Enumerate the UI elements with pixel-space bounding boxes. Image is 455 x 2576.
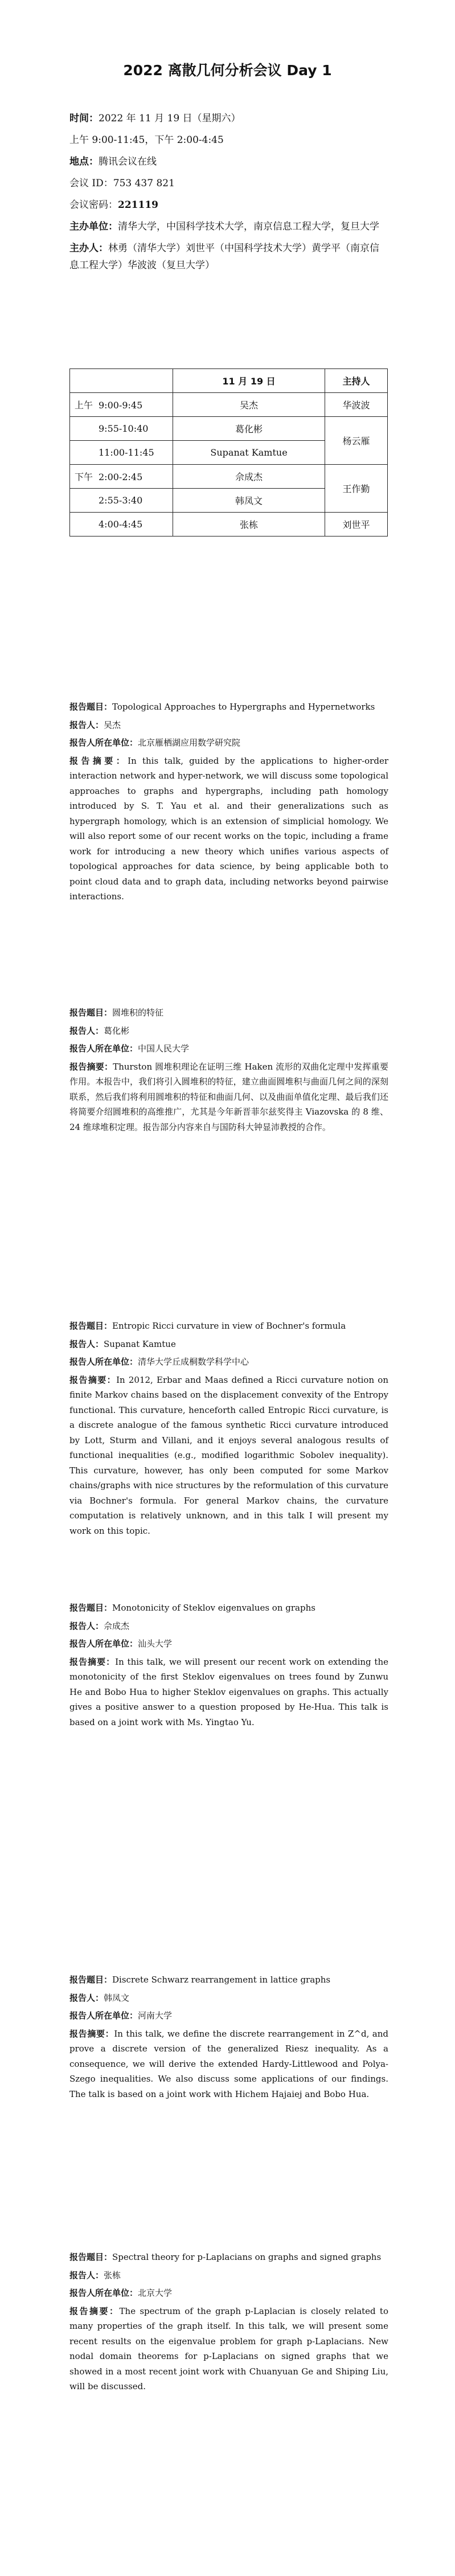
- talk-abstract: In this talk, we define the discrete rearrangement in Z^d, and prove a discrete version of the generalized Riesz inequality. As a consequence, we will derive the extended Hardy-Littlewood and Polya-Szego inequalities. We also discuss some applications of our findings. The talk is based on a joint work with Hichem Hajaiej and Bobo Hua.: [69, 2028, 388, 2099]
- talk-speaker: 张栋: [104, 2270, 121, 2280]
- talk-title: Entropic Ricci curvature in view of Bochner's formula: [112, 1321, 346, 1331]
- talk-affiliation-line: [69, 1041, 388, 1056]
- slot-time: [70, 441, 173, 465]
- schedule-header-corner: [70, 369, 173, 393]
- talk-speaker-line: [69, 1619, 388, 1634]
- speaker-label: 报告人：: [69, 1992, 104, 2003]
- affiliation-label: 报告人所在单位：: [69, 1043, 138, 1054]
- talk-affiliation-line: [69, 1636, 388, 1652]
- slot-time: [70, 393, 173, 417]
- time-line: [69, 110, 388, 127]
- slot-speaker: 吴杰: [173, 393, 325, 417]
- title-label: 报告题目：: [69, 702, 113, 712]
- time-value: 4:00-4:45: [99, 519, 143, 530]
- slot-time: [70, 489, 173, 513]
- password-value: 221119: [118, 199, 158, 211]
- abstract-label: 报告摘要：: [69, 1374, 117, 1385]
- page-title: 2022 离散几何分析会议 Day 1: [123, 62, 332, 79]
- talk-title-line: [69, 1005, 388, 1021]
- talk-abstract-line: [69, 1373, 388, 1539]
- slot-speaker: 葛化彬: [173, 417, 325, 441]
- table-row: [70, 465, 388, 489]
- affiliation-label: 报告人所在单位：: [69, 738, 138, 748]
- speaker-label: 报告人：: [69, 1338, 104, 1349]
- session-times: 上午 9:00-11:45，下午 2:00-4:45: [69, 134, 224, 146]
- time-label: 时间：: [69, 113, 99, 124]
- talk-speaker-line: [69, 2268, 388, 2283]
- talk-abstract: In this talk, we will present our recent work on extending the monotonicity of the first Steklov eigenvalues on trees found by Zunwu He and Bobo Hua to higher Steklov eigenvalues on graphs. This actually gives a positive answer to a question proposed by He-Hua. This talk is based on a joint work with Ms. Yingtao Yu.: [69, 1656, 388, 1727]
- talk-block: [69, 1600, 388, 1733]
- slot-speaker: 张栋: [173, 513, 325, 537]
- talk-abstract-line: [69, 753, 388, 904]
- affiliation-label: 报告人所在单位：: [69, 1357, 138, 1367]
- talk-speaker-line: [69, 718, 388, 733]
- talk-abstract: Thurston 圆堆积理论在证明三维 Haken 流形的双曲化定理中发挥重要作用。本报告中，我们将引入圆堆积的特征，建立曲面圆堆积与曲面几何之间的深刻联系，然后我们将利用圆堆积的特征和曲面几何、以及曲面单值化定理、最后我们还将简要介绍圆堆积的高维推广，尤其是今年新晋菲尔兹奖得主 Viazovska 的 8 维、24 维球堆积定理。报告部分内容来自与国防科大钟显沛教授的合作。: [69, 1061, 388, 1132]
- title-label: 报告题目：: [69, 2252, 113, 2262]
- time-value: 2:00-2:45: [99, 472, 143, 482]
- time-value: 9:55-10:40: [99, 423, 149, 434]
- talk-title: Monotonicity of Steklov eigenvalues on graphs: [112, 1603, 315, 1613]
- talk-speaker-line: [69, 1023, 388, 1039]
- table-row: [70, 417, 388, 441]
- slot-chair: 杨云雁: [325, 417, 388, 465]
- talk-abstract-line: [69, 2304, 388, 2394]
- host-value: 清华大学，中国科学技术大学，南京信息工程大学，复旦大学: [118, 221, 379, 232]
- talk-title-line: [69, 1318, 388, 1334]
- talk-abstract-line: [69, 1059, 388, 1135]
- affiliation-label: 报告人所在单位：: [69, 2288, 138, 2298]
- talk-block: [69, 2250, 388, 2397]
- talk-block: [69, 1972, 388, 2104]
- speaker-label: 报告人：: [69, 2270, 104, 2280]
- slot-time: [70, 417, 173, 441]
- talk-affiliation: 北京雁栖湖应用数学研究院: [138, 738, 241, 748]
- talk-abstract-line: [69, 2026, 388, 2102]
- talk-block: [69, 1318, 388, 1541]
- time-value: 11:00-11:45: [99, 447, 154, 458]
- talk-title-line: [69, 2250, 388, 2265]
- meeting-id: 会议 ID：753 437 821: [69, 178, 175, 189]
- slot-speaker: 韩凤文: [173, 489, 325, 513]
- abstract-label: 报告摘要：: [69, 755, 128, 766]
- talk-speaker: 吴杰: [104, 719, 121, 730]
- talk-affiliation: 北京大学: [138, 2288, 173, 2298]
- table-row: [70, 393, 388, 417]
- talk-speaker-line: [69, 1991, 388, 2006]
- talk-speaker: Supanat Kamtue: [104, 1338, 176, 1349]
- talk-affiliation-line: [69, 2008, 388, 2024]
- talk-title: Topological Approaches to Hypergraphs and Hypernetworks: [112, 702, 375, 712]
- abstract-label: 报告摘要：: [69, 1061, 113, 1072]
- talk-affiliation: 清华大学丘成桐数学科学中心: [138, 1357, 249, 1367]
- organizer-value: 林勇（清华大学）刘世平（中国科学技术大学）黄学平（南京信息工程大学）华波波（复旦大学）: [69, 243, 379, 271]
- schedule-header-chair: 主持人: [325, 369, 388, 393]
- talk-speaker: 佘成杰: [104, 1620, 130, 1631]
- talk-title: Spectral theory for p-Laplacians on graphs and signed graphs: [112, 2252, 382, 2262]
- title-label: 报告题目：: [69, 1975, 113, 1985]
- talk-affiliation: 汕头大学: [138, 1639, 173, 1649]
- talk-affiliation-line: [69, 1354, 388, 1370]
- schedule-table: [69, 368, 388, 537]
- slot-chair: 华波波: [325, 393, 388, 417]
- talk-title-line: [69, 1972, 388, 1988]
- talk-affiliation: 河南大学: [138, 2010, 173, 2021]
- affiliation-label: 报告人所在单位：: [69, 1639, 138, 1649]
- password-label: 会议密码：: [69, 199, 118, 211]
- slot-chair: 王作勤: [325, 465, 388, 513]
- abstract-label: 报告摘要：: [69, 2028, 114, 2039]
- schedule-header-date: 11 月 19 日: [173, 369, 325, 393]
- talk-abstract: The spectrum of the graph p-Laplacian is closely related to many properties of the graph itself. In this talk, we will present some recent results on the eigenvalue problem for graph p-Laplacians. New nodal domain theorems for p-Laplacians on signed graphs that we showed in a most recent joint work with Chuanyuan Ge and Shiping Liu, will be discussed.: [69, 2305, 388, 2391]
- talk-affiliation: 中国人民大学: [138, 1043, 190, 1054]
- talk-abstract-line: [69, 1654, 388, 1730]
- time-value: 9:00-9:45: [99, 400, 143, 411]
- organizer-label: 主办人：: [69, 243, 108, 254]
- location-label: 地点：: [69, 156, 99, 167]
- talk-title: 圆堆积的特征: [112, 1008, 164, 1018]
- host-line: [69, 218, 388, 235]
- title-label: 报告题目：: [69, 1603, 113, 1613]
- speaker-label: 报告人：: [69, 719, 104, 730]
- title-label: 报告题目：: [69, 1321, 113, 1331]
- speaker-label: 报告人：: [69, 1025, 104, 1036]
- period-label: 上午: [75, 400, 93, 411]
- slot-time: [70, 513, 173, 537]
- talk-speaker-line: [69, 1337, 388, 1352]
- talk-abstract: In this talk, guided by the applications to higher-order interaction network and hyper-network, we will discuss some topological approaches to graphs and hypergraphs, including path homology introduced by S. T. Yau et al. and their generalizations such as hypergraph homology, which is an extension of simplicial homology. We will also report some of our recent works on the topic, including a frame work for introducing a new theory which unifies various aspects of topological approaches for data science, by being applicable both to point cloud data and to graph data, including networks beyond pairwise interactions.: [69, 755, 388, 902]
- password-line: [69, 196, 388, 214]
- location-value: 腾讯会议在线: [99, 156, 157, 167]
- time-value: 2:55-3:40: [99, 495, 143, 506]
- location-line: [69, 153, 388, 170]
- talk-speaker: 葛化彬: [104, 1025, 130, 1036]
- host-label: 主办单位：: [69, 221, 118, 232]
- table-row: [70, 513, 388, 537]
- talk-block: [69, 699, 388, 907]
- schedule-header-row: [70, 369, 388, 393]
- period-label: 下午: [75, 472, 93, 482]
- speaker-label: 报告人：: [69, 1620, 104, 1631]
- organizer-line: [69, 240, 388, 274]
- talk-block: [69, 1005, 388, 1137]
- affiliation-label: 报告人所在单位：: [69, 2010, 138, 2021]
- talk-title: Discrete Schwarz rearrangement in lattice graphs: [112, 1975, 331, 1985]
- talk-title-line: [69, 699, 388, 715]
- talk-affiliation-line: [69, 735, 388, 751]
- time-value: 2022 年 11 月 19 日（星期六）: [99, 113, 241, 124]
- title-label: 报告题目：: [69, 1008, 113, 1018]
- slot-chair: 刘世平: [325, 513, 388, 537]
- meeting-info: [69, 110, 388, 274]
- talk-speaker: 韩凤文: [104, 1992, 130, 2003]
- abstract-label: 报告摘要：: [69, 2305, 120, 2316]
- talk-title-line: [69, 1600, 388, 1616]
- abstract-label: 报告摘要：: [69, 1656, 116, 1667]
- slot-speaker: Supanat Kamtue: [173, 441, 325, 465]
- talk-abstract: In 2012, Erbar and Maas defined a Ricci curvature notion on finite Markov chains based on the displacement convexity of the Entropy functional. This curvature, henceforth called Entropic Ricci curvature, is a discrete analogue of the famous synthetic Ricci curvature introduced by Lott, Sturm and Villani, and it enjoys several analogous results of functional inequalities (e.g., modified logarithmic Sobolev inequality). This curvature, however, has only been computed for some Markov chains/graphs with nice structures by the reformulation of this curvature via Bochner's formula. For general Markov chains, the curvature computation is relatively unknown, and in this talk I will present my work on this topic.: [69, 1374, 388, 1536]
- talk-affiliation-line: [69, 2286, 388, 2301]
- slot-speaker: 佘成杰: [173, 465, 325, 489]
- slot-time: [70, 465, 173, 489]
